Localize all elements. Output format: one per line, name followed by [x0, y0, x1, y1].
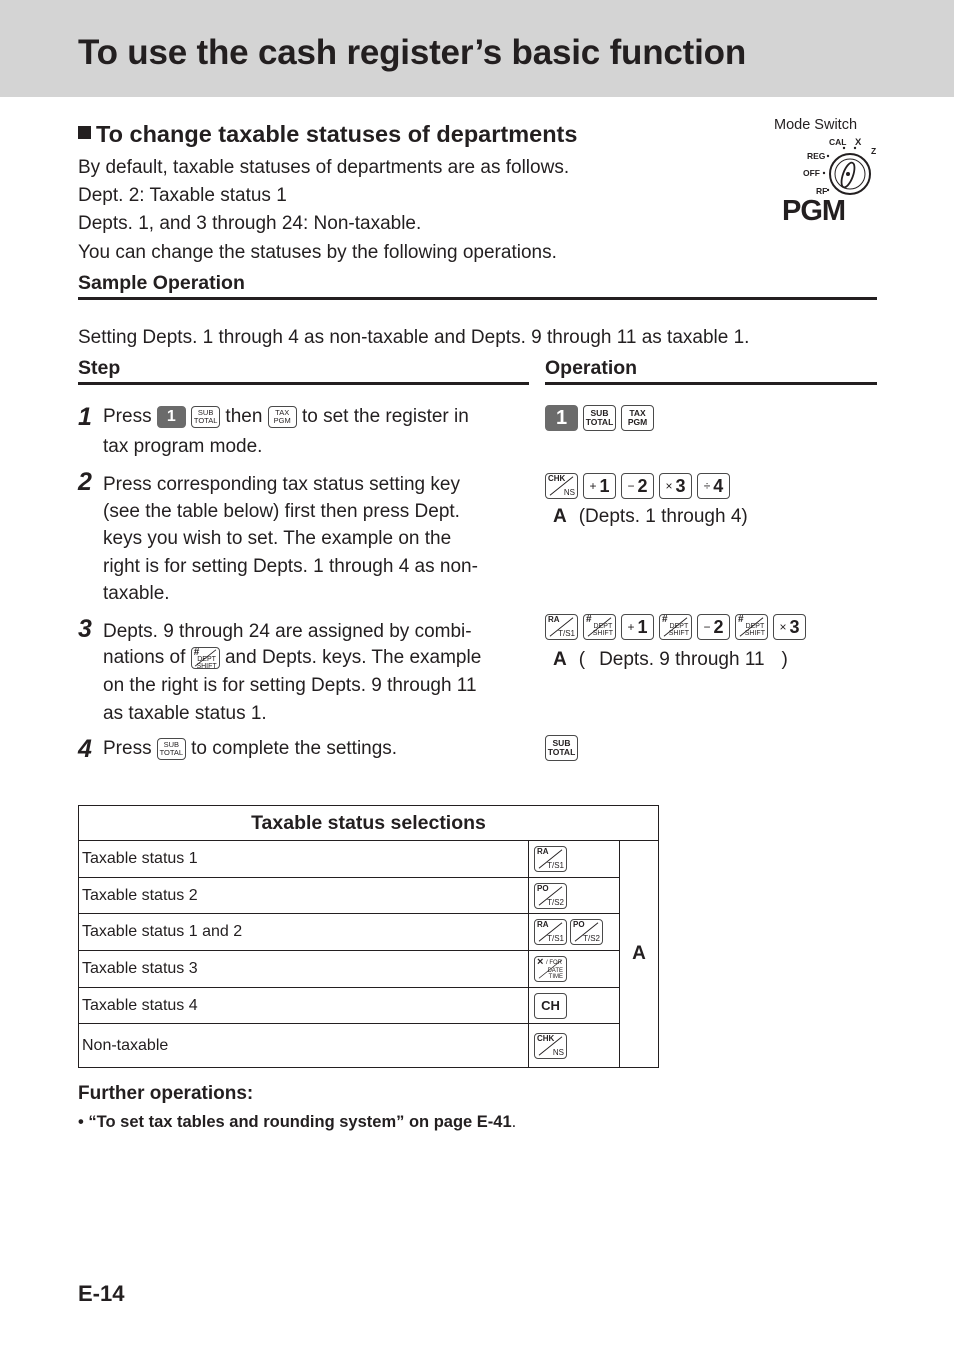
further-operations-item: • “To set tax tables and rounding system” on page E-41. — [78, 1113, 517, 1131]
step-line: Depts. 9 through 24 are assigned by combi- — [103, 621, 472, 642]
step-number: 2 — [78, 468, 92, 496]
further-operations-heading: Further operations: — [78, 1083, 254, 1104]
table-cell: Taxable status 1 — [79, 841, 529, 878]
mode-cal: CAL — [829, 137, 847, 147]
page-number: E-14 — [78, 1281, 125, 1306]
table-cell: Non-taxable — [79, 1024, 529, 1068]
step-text: then — [225, 406, 263, 427]
key-chk-ns: CHK NS — [545, 473, 578, 499]
mode-reg: REG — [807, 151, 826, 161]
key-ra-ts1: RA T/S1 — [534, 919, 567, 945]
table-cell: Taxable status 4 — [79, 988, 529, 1024]
step-text: to set the register in — [301, 406, 469, 427]
step-line: right is for setting Depts. 1 through 4 as non- — [103, 556, 478, 577]
step-line: as taxable status 1. — [103, 703, 267, 724]
step-line: tax program mode. — [103, 436, 263, 457]
section-title-text: To change taxable statuses of departments — [96, 121, 578, 147]
key-po-ts2: PO T/S2 — [570, 919, 603, 945]
divider — [545, 382, 877, 385]
table-row — [79, 878, 659, 914]
intro-line: By default, taxable statuses of departments are as follows. — [78, 157, 570, 178]
intro-line: You can change the statuses by the following operations. — [78, 242, 557, 263]
taxable-status-table — [78, 805, 659, 1068]
mode-switch-label: Mode Switch — [774, 117, 858, 133]
table-cell — [529, 841, 620, 878]
table-cell — [529, 951, 620, 988]
table-row — [79, 841, 659, 878]
intro-line: Dept. 2: Taxable status 1 — [78, 185, 287, 206]
step-text: Press — [103, 406, 152, 427]
mode-rf: RF — [816, 186, 828, 196]
table-cell — [529, 914, 620, 951]
key-chk-ns: CHK NS — [534, 1033, 567, 1059]
mode-pgm-label: PGM — [782, 195, 846, 227]
key-dept-shift: # DEPT SHIFT — [191, 647, 220, 669]
key-dept-shift: # DEPT SHIFT — [735, 614, 768, 640]
sample-operation-heading: Sample Operation — [78, 272, 245, 294]
key-subtotal: SUB TOTAL — [545, 735, 578, 761]
intro-line: Depts. 1, and 3 through 24: Non-taxable. — [78, 213, 422, 234]
operation-note: A (Depts. 1 through 4) — [553, 506, 748, 527]
key-minus-2: − 2 — [621, 473, 654, 499]
divider — [78, 297, 877, 300]
cross-reference-link[interactable]: “To set tax tables and rounding system” on page E-41 — [88, 1113, 512, 1131]
key-dept-shift: # DEPT SHIFT — [659, 614, 692, 640]
table-row — [79, 988, 659, 1024]
key-subtotal: SUB TOTAL — [191, 406, 220, 428]
table-cell: Taxable status 1 and 2 — [79, 914, 529, 951]
step-number: 3 — [78, 615, 92, 643]
key-subtotal: SUB TOTAL — [583, 405, 616, 431]
key-tax-pgm: TAX PGM — [621, 405, 654, 431]
step-line: on the right is for setting Depts. 9 through 11 — [103, 675, 477, 696]
page-title: To use the cash register’s basic function — [78, 33, 746, 72]
mode-x: X — [855, 137, 862, 148]
divider — [78, 382, 529, 385]
square-bullet-icon — [78, 126, 91, 139]
operation-heading: Operation — [545, 357, 638, 379]
key-times-for-date-time: × / FOR DATE TIME — [534, 956, 567, 982]
table-cell: Taxable status 2 — [79, 878, 529, 914]
key-subtotal: SUB TOTAL — [157, 738, 186, 760]
sample-lead: Setting Depts. 1 through 4 as non-taxable and Depts. 9 through 11 as taxable 1. — [78, 327, 750, 348]
table-row — [79, 951, 659, 988]
key-1: 1 — [545, 405, 578, 431]
step-line: Press corresponding tax status setting key — [103, 474, 460, 495]
table-cell — [529, 1024, 620, 1068]
key-plus-1: + 1 — [621, 614, 654, 640]
table-cell — [529, 988, 620, 1024]
step-line: keys you wish to set. The example on the — [103, 528, 452, 549]
step-line: nations of # DEPT SHIFT and Depts. keys. The example — [103, 647, 482, 670]
key-times-3: × 3 — [773, 614, 806, 640]
mode-z: Z — [871, 146, 877, 156]
operation-keys — [545, 614, 806, 640]
key-plus-1: + 1 — [583, 473, 616, 499]
key-1: 1 — [157, 406, 186, 428]
step-line: Press SUB TOTAL to complete the settings. — [103, 738, 398, 759]
table-group-label: A — [620, 841, 659, 1068]
table-row — [79, 914, 659, 951]
operation-note: A ( Depts. 9 through 11 ) — [553, 649, 788, 670]
key-dept-shift: # DEPT SHIFT — [583, 614, 616, 640]
mode-switch-dial-icon — [798, 134, 882, 200]
key-ra-ts1: RA T/S1 — [534, 846, 567, 872]
step-number: 4 — [78, 735, 92, 763]
key-ra-ts1: RA T/S1 — [545, 614, 578, 640]
key-divide-4: ÷ 4 — [697, 473, 730, 499]
operation-keys — [545, 405, 654, 431]
table-title: Taxable status selections — [79, 806, 659, 841]
operation-keys — [545, 473, 730, 499]
step-number: 1 — [78, 403, 92, 431]
key-minus-2: − 2 — [697, 614, 730, 640]
step-line: (see the table below) first then press Dept. — [103, 501, 460, 522]
operation-keys — [545, 735, 578, 761]
step-line — [103, 406, 469, 428]
key-times-3: × 3 — [659, 473, 692, 499]
step-line: taxable. — [103, 583, 170, 604]
table-cell: Taxable status 3 — [79, 951, 529, 988]
section-title — [78, 121, 577, 148]
mode-off: OFF — [803, 168, 820, 178]
key-ch: CH — [534, 993, 567, 1019]
step-heading: Step — [78, 357, 121, 379]
table-cell — [529, 878, 620, 914]
key-tax-pgm: TAX PGM — [268, 406, 297, 428]
key-po-ts2: PO T/S2 — [534, 883, 567, 909]
table-row — [79, 1024, 659, 1068]
